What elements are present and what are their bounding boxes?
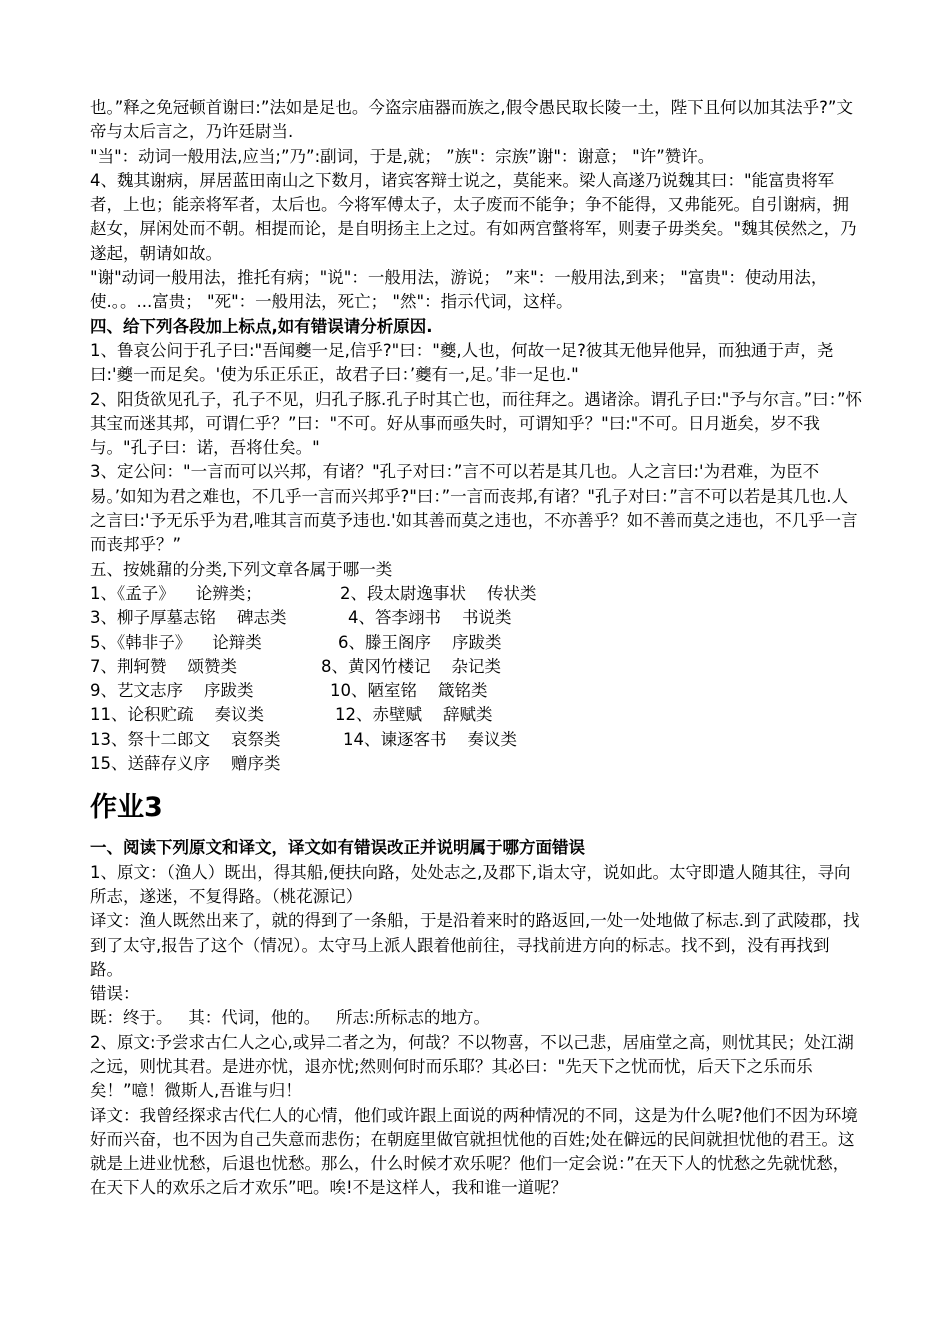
- list-item: [90, 582, 862, 606]
- section-heading: 五、按姚鼐的分类,下列文章各属于哪一类: [90, 559, 393, 579]
- paragraph: 错误：: [90, 984, 140, 1004]
- paragraph: "当"：动词一般用法,应当;”乃”:副词，于是,就； ”族"：宗族”谢"：谢意； "许”赞许。: [90, 146, 715, 166]
- list-item-right: 6、滕王阁序 序跋类: [338, 632, 502, 652]
- list-item-left: 1、《孟子》 论辨类；: [90, 583, 262, 603]
- list-item: [90, 728, 862, 752]
- section-heading: 四、给下列各段加上标点,如有错误请分析原因.: [90, 316, 433, 336]
- list-item: [90, 631, 862, 655]
- document-page: [90, 96, 862, 1201]
- paragraph: 既：终于。 其：代词，他的。 所志:所标志的地方。: [90, 1008, 491, 1028]
- list-item-left: 15、送薛存义序 赠序类: [90, 754, 281, 774]
- list-item-right: 8、黄冈竹楼记 杂记类: [321, 656, 501, 676]
- list-item: [90, 655, 862, 679]
- classification-list: [90, 582, 862, 776]
- paragraph: 4、魏其谢病，屏居蓝田南山之下数月，诸宾客辩士说之，莫能来。梁人高遂乃说魏其曰："能富贵将军者，上也；能亲将军者，太后也。今将军傅太子，太子废而不能争；争不能得，又弗能死。自引谢病，拥赵女，屏闲处而不朝。相提而论，是自明扬主上之过。有如两宫螫将军，则妻子毋类矣。"魏其侯然之，乃遂起，朝请如故。: [90, 170, 857, 263]
- paragraph: 3、定公问："一言而可以兴邦，有诸？"孔子对曰：”言不可以若是其几也。人之言曰:'为君难，为臣不易。’如知为君之难也，不几乎一言而兴邦乎?"曰：”一言而丧邦,有诸？"孔子对曰：”言不可以若是其几也.人之言曰:'予无乐乎为君,唯其言而莫予违也.'如其善而莫之违也，不亦善乎？如不善而莫之违也，不几乎一言而丧邦乎？”: [90, 462, 858, 555]
- paragraph: "谢"动词一般用法，推托有病；"说"：一般用法，游说； ”来"：一般用法,到来； "富贵"：使动用法，使.。。...富贵； "死"：一般用法，死亡； "然"：指示代词，这样。: [90, 268, 828, 312]
- list-item: [90, 752, 862, 776]
- list-item: [90, 679, 862, 703]
- list-item: [90, 703, 862, 727]
- list-item-left: 11、论积贮疏 奏议类: [90, 705, 264, 725]
- paragraph: 1、原文：（渔人）既出，得其船,便扶向路，处处志之,及郡下,诣太守，说如此。太守即遣人随其往，寻向所志，遂迷，不复得路。（桃花源记）: [90, 862, 851, 906]
- paragraph: 2、阳货欲见孔子，孔子不见，归孔子豚.孔子时其亡也，而往拜之。遇诸涂。谓孔子曰:"予与尔言。”曰：”怀其宝而迷其邦，可谓仁乎？”曰："不可。好从事而亟失时，可谓知乎？"曰:"不可。日月逝矣，岁不我与。"孔子曰：诺，吾将仕矣。": [90, 389, 862, 458]
- page-title: 作业3: [90, 792, 163, 824]
- list-item-right: 12、赤壁赋 辞赋类: [335, 705, 493, 725]
- list-item-right: 10、陋室铭 箴铭类: [330, 681, 488, 701]
- paragraph: 2、原文:予尝求古仁人之心,或异二者之为，何哉？不以物喜，不以己悲，居庙堂之高，则忧其民；处江湖之远，则忧其君。是进亦忧，退亦忧;然则何时而乐耶？其必曰："先天下之忧而忧，后天下之乐而乐矣！”噫！微斯人,吾谁与归！: [90, 1032, 854, 1101]
- paragraph: 译文：渔人既然出来了，就的得到了一条船，于是沿着来时的路返回,一处一处地做了标志.到了武陵郡，找到了太守,报告了这个（情况）。太守马上派人跟着他前往，寻找前进方向的标志。找不到，没有再找到路。: [90, 911, 860, 979]
- paragraph: 也。”释之免冠顿首谢曰:”法如是足也。今盗宗庙器而族之,假令愚民取长陵一土，陛下且何以加其法乎?”文帝与太后言之，乃许廷尉当.: [90, 98, 853, 142]
- list-item-right: 14、谏逐客书 奏议类: [343, 729, 517, 749]
- list-item-left: 13、祭十二郎文 哀祭类: [90, 729, 281, 749]
- list-item-left: 9、艺文志序 序跋类: [90, 681, 254, 701]
- list-item-left: 7、荆轲赞 颂赞类: [90, 656, 237, 676]
- list-item-right: 4、答李翊书 书说类: [348, 608, 512, 628]
- list-item-left: 3、柳子厚墓志铭 碑志类: [90, 608, 287, 628]
- section-heading: 一、阅读下列原文和译文，译文如有错误改正并说明属于哪方面错误: [90, 838, 585, 858]
- paragraph: 1、鲁哀公问于孔子曰:"吾闻夔一足,信乎?"曰："夔,人也，何故一足?彼其无他异他异，而独通于声，尧曰:'夔一而足矣。'使为乐正乐正，故君子曰：’夔有一,足。’非一足也.": [90, 340, 834, 385]
- list-item-left: 5、《韩非子》 论辩类: [90, 632, 262, 652]
- paragraph: 译文：我曾经探求古代仁人的心情，他们或许跟上面说的两种情况的不同，这是为什么呢?他们不因为环境好而兴奋，也不因为自己失意而悲伤；在朝庭里做官就担忧他的百姓;处在僻远的民间就担忧他的君王。这就是上进业忧愁，后退也忧愁。那么，什么时候才欢乐呢？他们一定会说：”在天下人的忧愁之先就忧愁，在天下人的欢乐之后才欢乐”吧。唉!不是这样人，我和谁一道呢？: [90, 1105, 858, 1198]
- list-item-right: 2、段太尉逸事状 传状类: [340, 583, 537, 603]
- list-item: [90, 606, 862, 630]
